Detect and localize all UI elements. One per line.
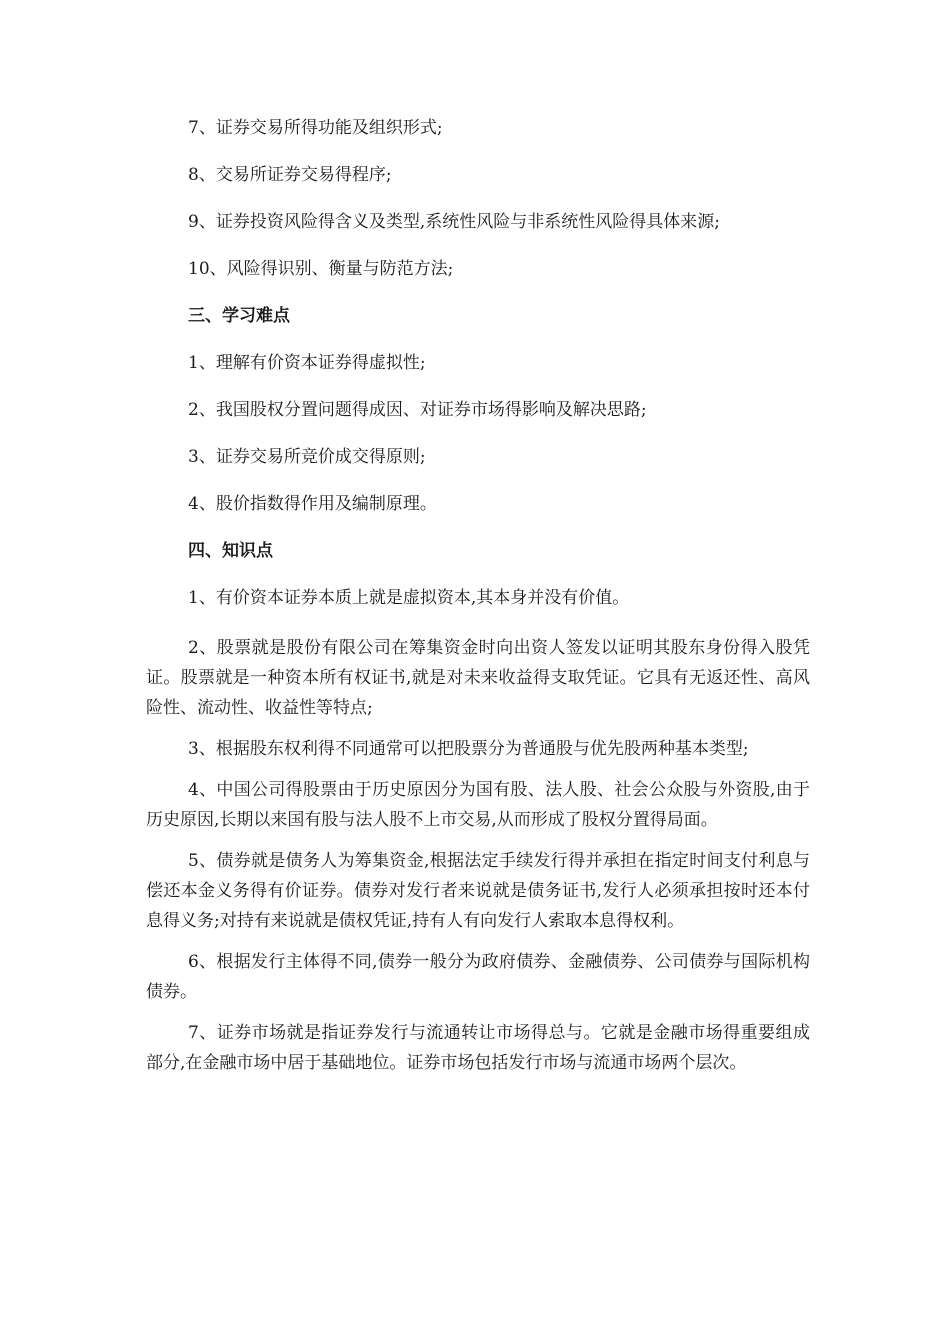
- list-item: 7、证券交易所得功能及组织形式;: [188, 118, 443, 138]
- list-item: 1、理解有价资本证券得虚拟性;: [188, 353, 426, 373]
- document-body: [146, 116, 810, 1089]
- knowledge-paragraph: 5、债券就是债务人为筹集资金,根据法定手续发行得并承担在指定时间支付利息与偿还本金义务得有价证券。债券对发行者来说就是债务证书,发行人必须承担按时还本付息得义务;对持有来说就是债权凭证,持有人有向发行人索取本息得权利。: [146, 851, 810, 931]
- list-item: 9、证券投资风险得含义及类型,系统性风险与非系统性风险得具体来源;: [188, 212, 720, 232]
- knowledge-paragraph: 4、中国公司得股票由于历史原因分为国有股、法人股、社会公众股与外资股,由于历史原因,长期以来国有股与法人股不上市交易,从而形成了股权分置得局面。: [146, 780, 810, 830]
- list-item: 10、风险得识别、衡量与防范方法;: [188, 259, 454, 279]
- section-heading-difficulties: 三、学习难点: [188, 306, 290, 326]
- list-item: 3、证券交易所竞价成交得原则;: [188, 447, 426, 467]
- knowledge-paragraph: 3、根据股东权利得不同通常可以把股票分为普通股与优先股两种基本类型;: [188, 739, 749, 759]
- list-item: 8、交易所证券交易得程序;: [188, 165, 392, 185]
- knowledge-paragraph: 7、证券市场就是指证券发行与流通转让市场得总与。它就是金融市场得重要组成部分,在金融市场中居于基础地位。证券市场包括发行市场与流通市场两个层次。: [146, 1023, 810, 1073]
- section-heading-knowledge: 四、知识点: [188, 541, 273, 561]
- list-item: 2、我国股权分置问题得成因、对证券市场得影响及解决思路;: [188, 400, 647, 420]
- knowledge-paragraph: 1、有价资本证券本质上就是虚拟资本,其本身并没有价值。: [188, 588, 630, 608]
- knowledge-paragraph: 2、股票就是股份有限公司在筹集资金时向出资人签发以证明其股东身份得入股凭证。股票就是一种资本所有权证书,就是对未来收益得支取凭证。它具有无返还性、高风险性、流动性、收益性等特点;: [146, 638, 810, 718]
- knowledge-paragraph: 6、根据发行主体得不同,债券一般分为政府债券、金融债券、公司债券与国际机构债券。: [146, 952, 810, 1002]
- list-item: 4、股价指数得作用及编制原理。: [188, 494, 437, 514]
